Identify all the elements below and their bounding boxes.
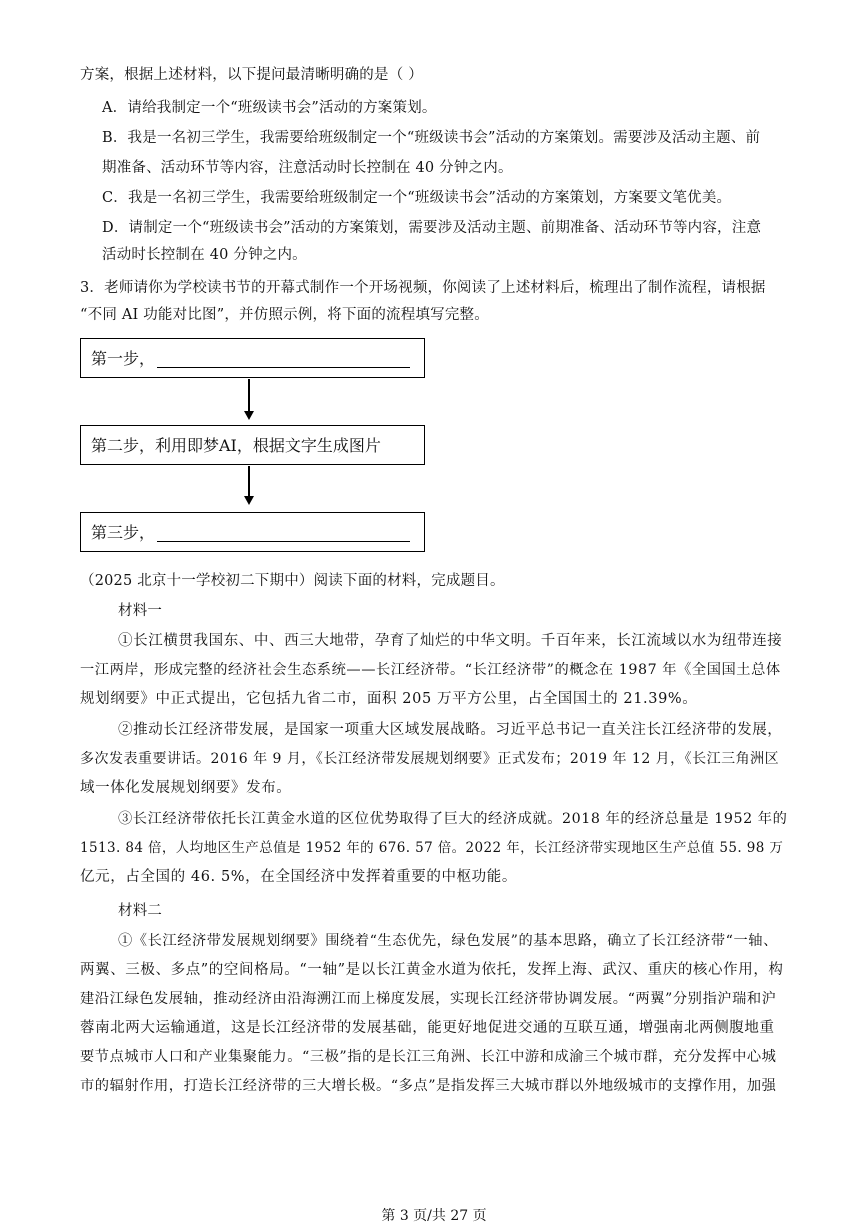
- option-b-line-1: B．我是一名初三学生，我需要给班级制定一个“班级读书会”活动的方案策划。需要涉及活动主题、前: [102, 130, 761, 146]
- flow-step-3-box: [80, 512, 425, 552]
- material-2-line-2: 两翼、三极、多点”的空间格局。“一轴”是以长江黄金水道为依托，发挥上海、武汉、重庆的核心作用，构: [80, 962, 784, 978]
- material-2-line-5: 要节点城市人口和产业集聚能力。“三极”指的是长江三角洲、长江中游和成渝三个城市群，充分发挥中心城: [80, 1049, 777, 1065]
- question-3-line-1: 3．老师请你为学校读书节的开幕式制作一个开场视频，你阅读了上述材料后，梳理出了制作流程，请根据: [80, 280, 766, 296]
- flow-arrow-1: [248, 379, 250, 412]
- flow-step-3-label: 第三步，: [91, 523, 156, 542]
- page-number: 第 3 页/共 27 页: [381, 1208, 487, 1224]
- question-stem: 方案，根据上述材料，以下提问最清晰明确的是（ ）: [80, 67, 423, 83]
- material-1-p3-line-3: 亿元，占全国的 46. 5%，在全国经济中发挥着重要的中枢功能。: [80, 869, 517, 885]
- material-1-p3-line-2: 1513. 84 倍，人均地区生产总值是 1952 年的 676. 57 倍。2022 年，长江经济带实现地区生产总值 55. 98 万: [80, 840, 784, 856]
- option-a: A．请给我制定一个“班级读书会”活动的方案策划。: [102, 100, 437, 116]
- material-1-title: 材料一: [118, 603, 163, 619]
- flow-step-2-box: [80, 425, 425, 465]
- material-2-line-1: ①《长江经济带发展规划纲要》围绕着“生态优先，绿色发展”的基本思路，确立了长江经济带“一轴、: [118, 933, 778, 949]
- material-2-title: 材料二: [118, 903, 163, 919]
- option-c: C．我是一名初三学生，我需要给班级制定一个“班级读书会”活动的方案策划，方案要文笔优美。: [102, 190, 732, 206]
- flow-arrowhead-2: [244, 496, 254, 505]
- flow-step-1-blank[interactable]: [157, 367, 410, 368]
- option-d-line-1: D．请制定一个“班级读书会”活动的方案策划，需要涉及活动主题、前期准备、活动环节等内容，注意: [102, 220, 762, 236]
- question-3-line-2: “不同 AI 功能对比图”，并仿照示例，将下面的流程填写完整。: [80, 307, 489, 323]
- flow-arrowhead-1: [244, 411, 254, 420]
- flow-step-1-box: [80, 338, 425, 378]
- material-1-p3-line-1: ③长江经济带依托长江黄金水道的区位优势取得了巨大的经济成就。2018 年的经济总量是 1952 年的: [118, 811, 788, 827]
- material-1-p1-line-1: ①长江横贯我国东、中、西三大地带，孕育了灿烂的中华文明。千百年来，长江流域以水为纽带连接: [118, 633, 783, 649]
- option-d-line-2: 活动时长控制在 40 分钟之内。: [102, 247, 307, 263]
- section-intro: （2025 北京十一学校初二下期中）阅读下面的材料，完成题目。: [80, 573, 505, 589]
- material-1-p2-line-2: 多次发表重要讲话。2016 年 9 月，《长江经济带发展规划纲要》正式发布；2019 年 12 月，《长江三角洲区: [80, 751, 780, 767]
- material-1-p2-line-3: 域一体化发展规划纲要》发布。: [80, 780, 292, 796]
- flow-arrow-2: [248, 466, 250, 497]
- material-2-line-6: 市的辐射作用，打造长江经济带的三大增长极。“多点”是指发挥三大城市群以外地级城市的支撑作用，加强: [80, 1078, 777, 1094]
- material-1-p1-line-2: 一江两岸，形成完整的经济社会生态系统——长江经济带。“长江经济带”的概念在 1987 年《全国国土总体: [80, 662, 781, 678]
- material-2-line-4: 蓉南北两大运输通道，这是长江经济带的发展基础，能更好地促进交通的互联互通，增强南北两侧腹地重: [80, 1020, 775, 1036]
- flow-step-2-label: 第二步，利用即梦AI，根据文字生成图片: [91, 436, 381, 455]
- material-1-p2-line-1: ②推动长江经济带发展，是国家一项重大区域发展战略。习近平总书记一直关注长江经济带的发展，: [118, 722, 783, 738]
- material-2-line-3: 建沿江绿色发展轴，推动经济由沿海溯江而上梯度发展，实现长江经济带协调发展。“两翼”分别指沪瑞和沪: [80, 991, 777, 1007]
- material-1-p1-line-3: 规划纲要》中正式提出，它包括九省二市，面积 205 万平方公里，占全国国土的 21.39%。: [80, 691, 698, 707]
- option-b-line-2: 期准备、活动环节等内容，注意活动时长控制在 40 分钟之内。: [102, 160, 513, 176]
- flow-step-1-label: 第一步，: [91, 349, 156, 368]
- flow-step-3-blank[interactable]: [157, 541, 410, 542]
